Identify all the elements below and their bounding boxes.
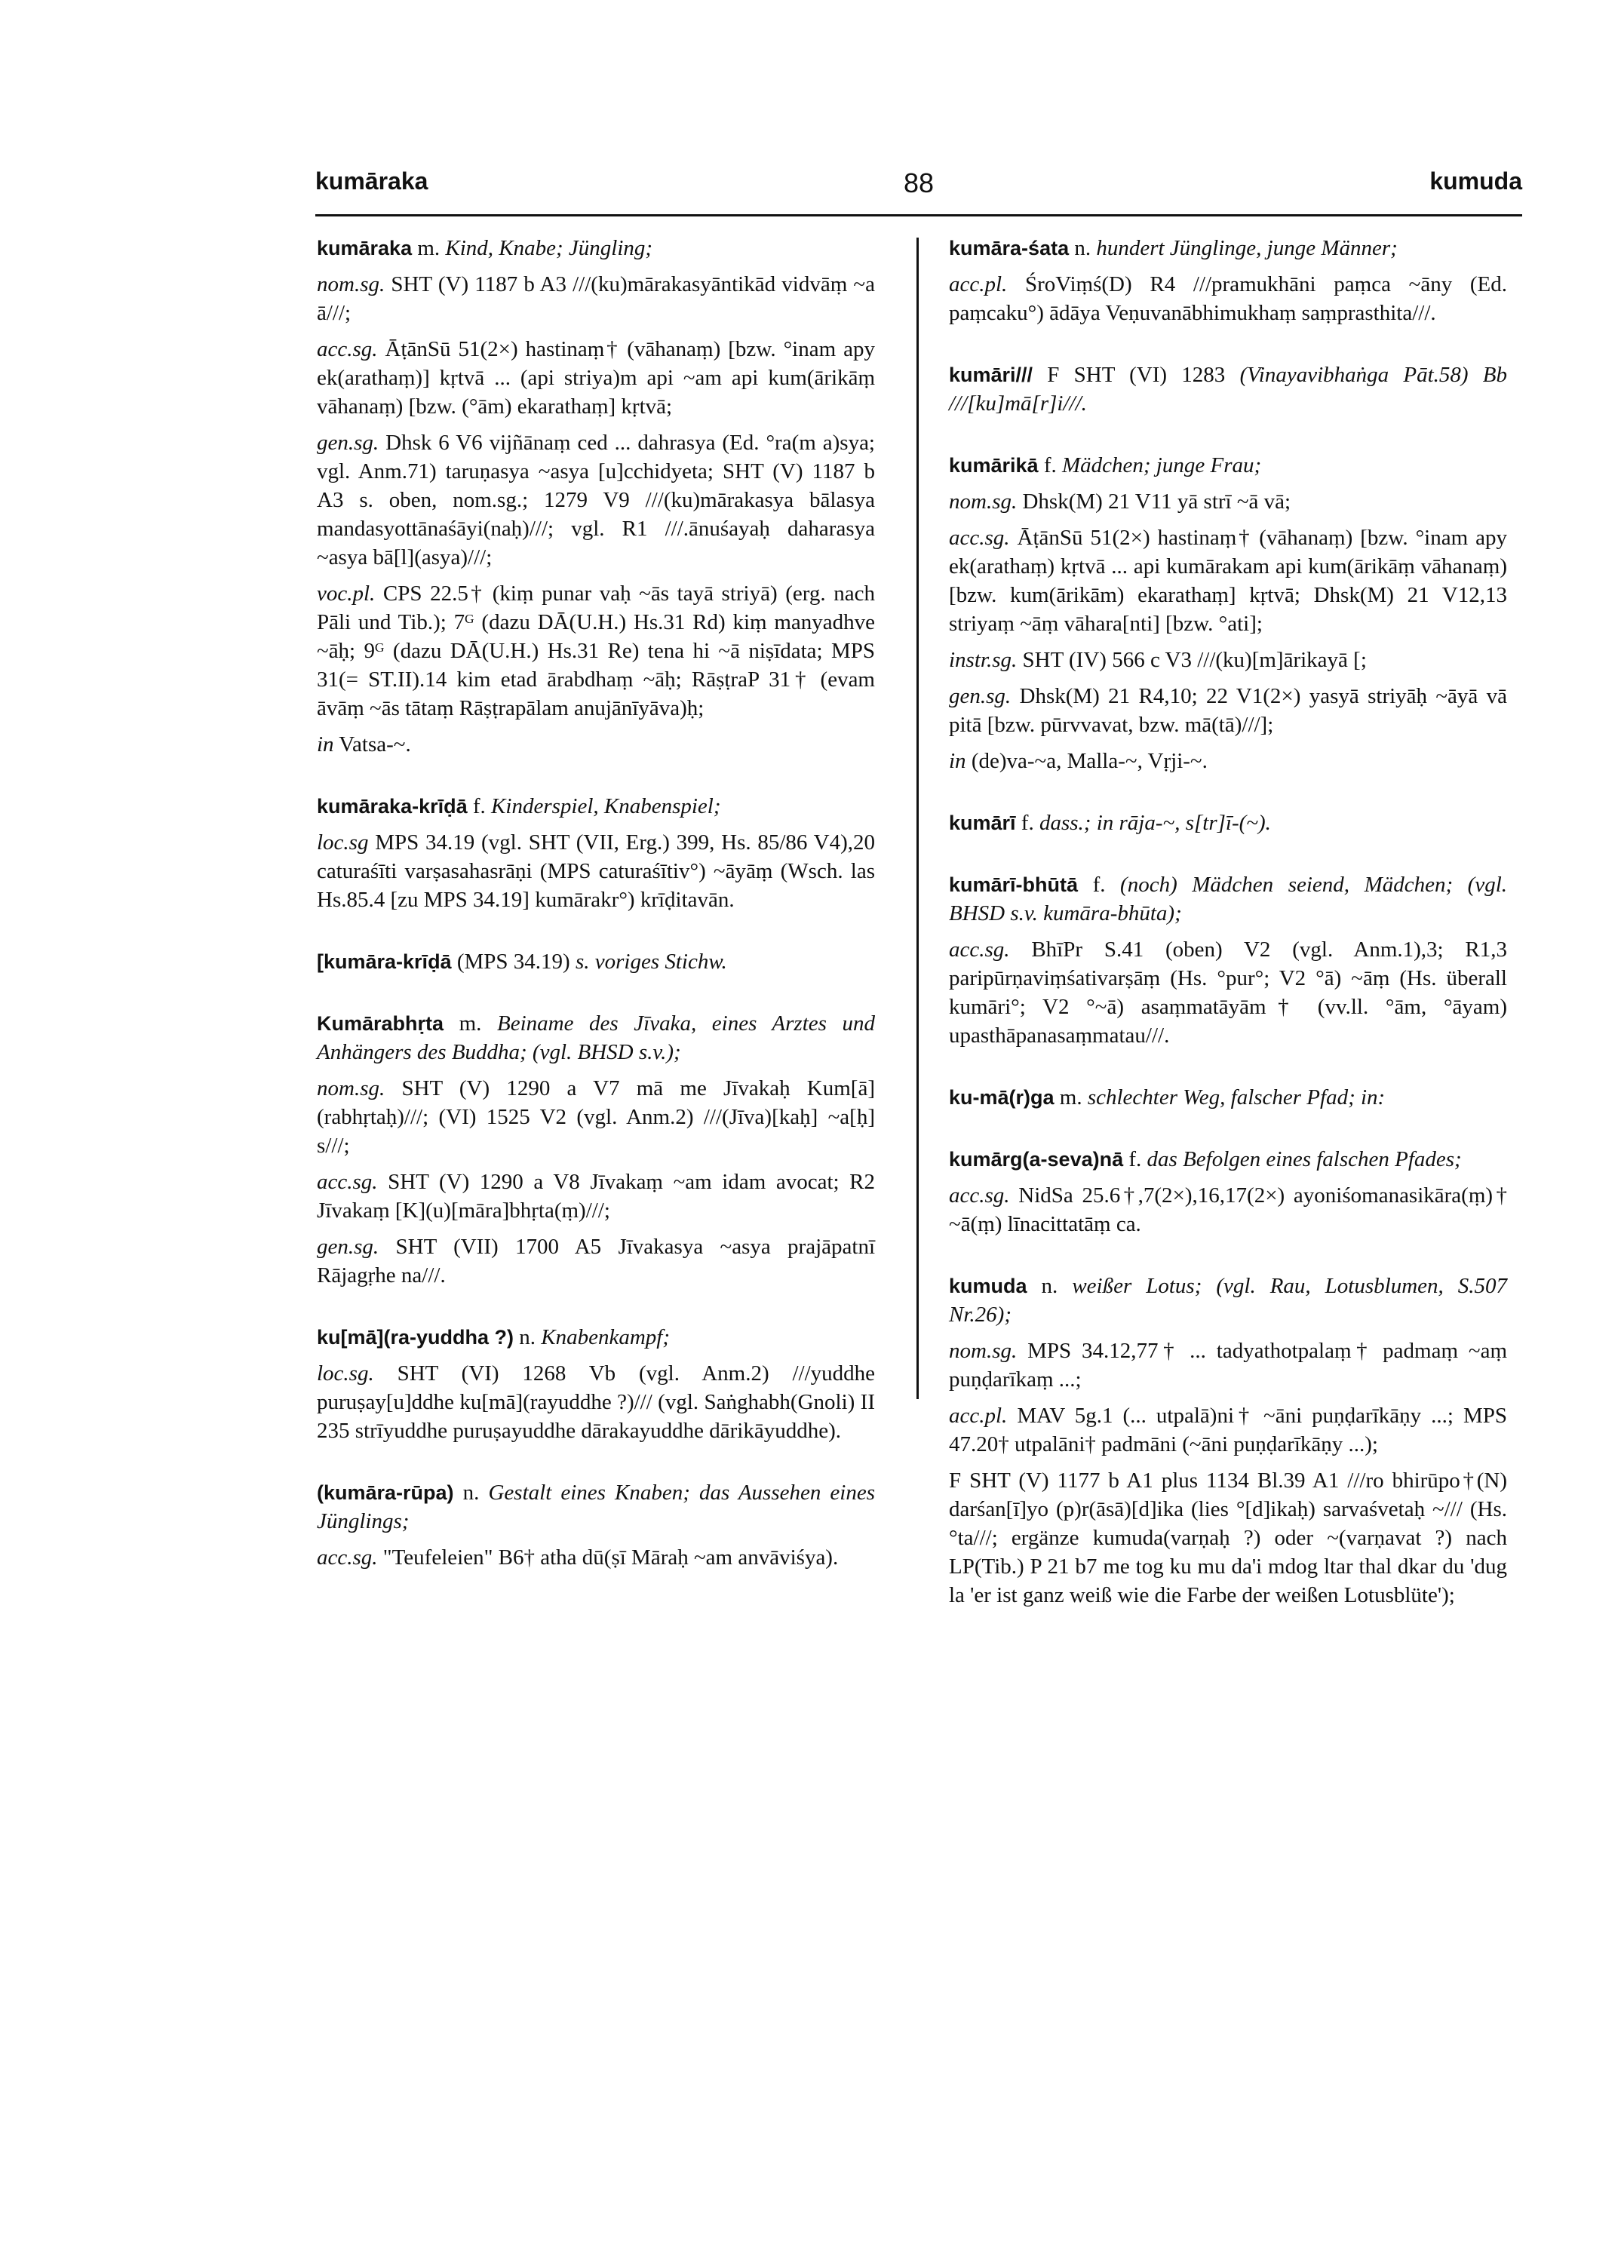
- entry-citation: [949, 523, 1507, 638]
- entry-gloss: Beiname des Jīvaka, eines Arztes und Anhängers des Buddha; (vgl. BHSD s.v.);: [317, 1011, 875, 1064]
- entry-gloss: (noch) Mädchen seiend, Mädchen; (vgl. BHSD s.v. kumāra-bhūta);: [949, 873, 1508, 925]
- entry-citation: [317, 1543, 875, 1572]
- entry-grammar: n.: [1074, 236, 1091, 260]
- entry-gloss: Kinderspiel, Knabenspiel;: [491, 794, 721, 818]
- dictionary-entry: [317, 1478, 875, 1572]
- dictionary-entry: [317, 792, 875, 914]
- entry-gloss: dass.; in rāja-~, s[tr]ī-(~).: [1039, 811, 1271, 835]
- entry-heading: [949, 451, 1507, 480]
- entry-citation: [317, 1232, 875, 1290]
- left-column: [317, 234, 875, 1605]
- citation-text: MPS 34.12,77† ... tadyathotpalaṃ† padmaṃ ~aṃ puṇḍarīkaṃ ...;: [949, 1339, 1507, 1392]
- entry-citation: [317, 335, 875, 421]
- entry-headword: kumārī-bhūtā: [949, 873, 1079, 896]
- header-right-keyword: kumuda: [1429, 167, 1522, 195]
- citation-case: acc.sg.: [949, 526, 1010, 550]
- citation-text: ĀṭānSū 51(2×) hastinaṃ† (vāhanaṃ) [bzw. °inam apy ek(arathaṃ) kṛtvā ... api kumārakam api kum(ārikāṃ vāhanaṃ) [bzw. kum(ārikām) ekarathaṃ] kṛtvā; Dhsk(M) 21 V12,13 striyaṃ ~āṃ vāhara[nti] [bzw. °ati];: [949, 526, 1507, 636]
- citation-case: gen.sg.: [949, 684, 1012, 708]
- entry-citation: [949, 646, 1507, 674]
- citation-case: voc.pl.: [317, 582, 376, 606]
- entry-grammar: n.: [462, 1481, 480, 1505]
- entry-gloss: Gestalt eines Knaben; das Aussehen eines Jünglings;: [317, 1481, 876, 1533]
- entry-headword: kumārg(a-seva)nā: [949, 1148, 1124, 1171]
- citation-case: gen.sg.: [317, 431, 379, 455]
- entry-citation: [317, 828, 875, 914]
- entry-headword: kumāraka: [317, 237, 413, 259]
- citation-text: (de)va-~a, Malla-~, Vṛji-~.: [971, 749, 1208, 773]
- entry-headword: (kumāra-rūpa): [317, 1481, 454, 1504]
- entry-gloss: s. voriges Stichw.: [575, 950, 727, 974]
- dictionary-entry: [949, 870, 1507, 1050]
- entry-citation: [317, 1074, 875, 1160]
- header-rule: [315, 214, 1522, 216]
- citation-case: nom.sg.: [949, 490, 1018, 514]
- citation-case: acc.pl.: [949, 272, 1008, 296]
- entry-grammar: m.: [1059, 1085, 1082, 1109]
- citation-case: acc.pl.: [949, 1404, 1008, 1428]
- entry-citation: [949, 747, 1507, 775]
- citation-text: SHT (IV) 566 c V3 ///(ku)[m]ārikayā [;: [1022, 648, 1367, 672]
- citation-text: ŚroViṃś(D) R4 ///pramukhāni paṃca ~āny (Ed. paṃcaku°) ādāya Veṇuvanābhimukhaṃ saṃprasthita///.: [949, 272, 1508, 325]
- entry-citation: [949, 270, 1507, 327]
- dictionary-entry: [317, 234, 875, 759]
- entry-headword: kumāra-śata: [949, 237, 1070, 259]
- entry-gloss: hundert Jünglinge, junge Männer;: [1096, 236, 1398, 260]
- entry-heading: [317, 234, 875, 262]
- entry-heading: [317, 792, 875, 821]
- entry-grammar: F SHT (VI) 1283: [1047, 363, 1226, 387]
- entry-grammar: f.: [1092, 873, 1106, 897]
- entry-headword: kumāraka-krīḍā: [317, 795, 468, 818]
- entry-headword: kumārī: [949, 812, 1016, 834]
- dictionary-entry: [949, 1145, 1507, 1238]
- entry-grammar: f.: [1021, 811, 1034, 835]
- citation-case: acc.sg.: [317, 337, 378, 361]
- citation-text: MAV 5g.1 (... utpalā)ni† ~āni puṇḍarīkāṇy ...; MPS 47.20† utpalāni† padmāni (~āni puṇḍarīkāṇy ...);: [949, 1404, 1507, 1456]
- entry-gloss: Kind, Knabe; Jüngling;: [445, 236, 653, 260]
- citation-case: nom.sg.: [317, 1076, 385, 1100]
- dictionary-entry: [949, 809, 1507, 837]
- entry-citation: [949, 935, 1507, 1050]
- entry-citation: [317, 270, 875, 327]
- citation-case: loc.sg: [317, 830, 369, 855]
- citation-case: loc.sg.: [317, 1361, 374, 1386]
- entry-citation: [317, 428, 875, 572]
- citation-text: MPS 34.19 (vgl. SHT (VII, Erg.) 399, Hs. 85/86 V4),20 caturaśīti varṣasahasrāṇi (MPS caturaśītiv°) ~āyāṃ (Wsch. las Hs.85.4 [zu MPS 34.19] kumārakr°) krīḍitavān.: [317, 830, 875, 912]
- entry-citation: [949, 487, 1507, 516]
- citation-text: SHT (V) 1290 a V7 mā me Jīvakaḥ Kum[ā](rabhṛtaḥ)///; (VI) 1525 V2 (vgl. Anm.2) ///(Jīva)[kaḥ] ~a[ḥ] s///;: [317, 1076, 875, 1158]
- citation-text: SHT (V) 1290 a V8 Jīvakaṃ ~am idam avocat; R2 Jīvakaṃ [K](u)[māra]bhṛta(ṃ)///;: [317, 1170, 875, 1223]
- entry-citation: [317, 730, 875, 759]
- citation-text: Dhsk(M) 21 V11 yā strī ~ā vā;: [1022, 490, 1291, 514]
- entry-grammar: m.: [417, 236, 441, 260]
- citation-case: acc.sg.: [949, 1183, 1010, 1208]
- entry-headword: kumuda: [949, 1275, 1027, 1297]
- entry-heading: [317, 1478, 875, 1536]
- entry-gloss: weißer Lotus; (vgl. Rau, Lotusblumen, S.507 Nr.26);: [949, 1274, 1508, 1327]
- citation-text: Vatsa-~.: [339, 732, 411, 757]
- citation-text: SHT (V) 1187 b A3 ///(ku)mārakasyāntikād vidvāṃ ~a ā///;: [317, 272, 875, 325]
- citation-case: instr.sg.: [949, 648, 1018, 672]
- citation-text: NidSa 25.6†,7(2×),16,17(2×) ayoniśomanasikāra(ṃ)† ~ā(ṃ) līnacittatāṃ ca.: [949, 1183, 1508, 1236]
- entry-heading: [949, 1083, 1507, 1112]
- citation-case: nom.sg.: [949, 1339, 1018, 1363]
- entry-citation: [949, 1401, 1507, 1459]
- entry-heading: [317, 947, 875, 976]
- entry-citation: [949, 1181, 1507, 1238]
- citation-case: in: [949, 749, 966, 773]
- citation-case: acc.sg.: [949, 938, 1010, 962]
- entry-heading: [949, 870, 1507, 928]
- entry-gloss: Mädchen; junge Frau;: [1062, 453, 1262, 477]
- entry-heading: [949, 361, 1507, 418]
- right-column: [949, 234, 1507, 1643]
- entry-citation: [317, 1168, 875, 1225]
- entry-headword: [kumāra-krīḍā: [317, 950, 452, 973]
- entry-heading: [949, 1272, 1507, 1329]
- dictionary-entry: [949, 1083, 1507, 1112]
- entry-grammar: f.: [1128, 1147, 1142, 1171]
- page-number: 88: [903, 167, 935, 198]
- citation-text: Dhsk(M) 21 R4,10; 22 V1(2×) yasyā striyāḥ ~āyā vā pitā [bzw. pūrvvavat, bzw. mā(tā)///];: [949, 684, 1507, 737]
- entry-grammar: f.: [1043, 453, 1057, 477]
- entry-headword: kumārikā: [949, 454, 1039, 477]
- entry-grammar: m.: [459, 1011, 482, 1036]
- entry-headword: ku-mā(r)ga: [949, 1086, 1055, 1109]
- dictionary-entry: [317, 947, 875, 976]
- entry-grammar: (MPS 34.19): [456, 950, 570, 974]
- entry-grammar: f.: [472, 794, 486, 818]
- citation-case: acc.sg.: [317, 1545, 378, 1570]
- citation-text: SHT (VI) 1268 Vb (vgl. Anm.2) ///yuddhe puruṣay[u]ddhe ku[mā](rayuddhe ?)/// (vgl. Saṅghabh(Gnoli) II 235 strīyuddhe puruṣayuddhe dārakayuddhe dārikāyuddhe).: [317, 1361, 875, 1443]
- citation-text: "Teufeleien" B6† atha dū(ṣī Māraḥ ~am anvāviśya).: [382, 1545, 839, 1570]
- citation-case: gen.sg.: [317, 1235, 379, 1259]
- entry-gloss: (Vinayavibhaṅga Pāt.58) Bb ///[ku]mā[r]i///.: [949, 363, 1508, 416]
- entry-gloss: schlechter Weg, falscher Pfad; in:: [1087, 1085, 1386, 1109]
- entry-gloss: das Befolgen eines falschen Pfades;: [1147, 1147, 1462, 1171]
- entry-heading: [317, 1009, 875, 1066]
- entry-gloss: Knabenkampf;: [541, 1325, 671, 1349]
- entry-citation: [949, 682, 1507, 739]
- entry-heading: [949, 234, 1507, 262]
- entry-headword: kumāri///: [949, 364, 1033, 386]
- page-header: [315, 167, 1522, 213]
- header-left-keyword: kumāraka: [315, 167, 428, 195]
- dictionary-entry: [949, 1272, 1507, 1610]
- dictionary-entry: [317, 1323, 875, 1445]
- column-divider: [916, 238, 919, 1399]
- entry-grammar: n.: [519, 1325, 536, 1349]
- entry-grammar: n.: [1041, 1274, 1058, 1298]
- entry-heading: [317, 1323, 875, 1352]
- dictionary-entry: [949, 451, 1507, 775]
- entry-headword: ku[mā](ra-yuddha ?): [317, 1326, 514, 1349]
- entry-citation: [949, 1466, 1507, 1610]
- entry-heading: [949, 1145, 1507, 1174]
- citation-text: BhīPr S.41 (oben) V2 (vgl. Anm.1),3; R1,3 paripūrṇaviṃśativarṣāṃ (Hs. °pur°; V2 °ā) ~āṃ (Hs. überall kumāri°; V2 °~ā) asaṃmatāyām† (vv.ll. °ām, °āyam) upasthāpanasaṃmatau///.: [949, 938, 1508, 1048]
- citation-text: F SHT (V) 1177 b A1 plus 1134 Bl.39 A1 ///ro bhirūpo†(N) darśan[ī]yo (p)r(āsā)[d]ika (lies °[d]ikaḥ) sarvaśvetaḥ ~/// (Hs. °ta///; ergänze kumuda(varṇaḥ ?) oder ~(varṇavat ?) nach LP(Tib.) P 21 b7 me tog ku mu da'i mdog ltar thal dkar du 'dug la 'er ist ganz weiß wie die Farbe der weißen Lotusblüte');: [949, 1469, 1507, 1607]
- entry-headword: Kumārabhṛta: [317, 1012, 444, 1035]
- dictionary-entry: [317, 1009, 875, 1290]
- citation-text: SHT (VII) 1700 A5 Jīvakasya ~asya prajāpatnī Rājagṛhe na///.: [317, 1235, 875, 1287]
- citation-case: acc.sg.: [317, 1170, 378, 1194]
- entry-heading: [949, 809, 1507, 837]
- dictionary-entry: [949, 234, 1507, 327]
- citation-text: CPS 22.5† (kiṃ punar vaḥ ~ās tayā striyā) (erg. nach Pāli und Tib.); 7ᴳ (dazu DĀ(U.H.) Hs.31 Rd) kiṃ manyadhve ~āḥ; 9ᴳ (dazu DĀ(U.H.) Hs.31 Re) tena hi ~ā niṣīdata; MPS 31(= ST.II).14 kim etad ārabdhaṃ ~āḥ; RāṣṭraP 31† (evam āvāṃ ~ās tātaṃ Rāṣṭrapālam anujānīyāva)ḥ;: [317, 582, 875, 720]
- entry-citation: [317, 1359, 875, 1445]
- citation-case: in: [317, 732, 334, 757]
- dictionary-entry: [949, 361, 1507, 418]
- entry-citation: [949, 1337, 1507, 1394]
- citation-text: Dhsk 6 V6 vijñānaṃ ced ... dahrasya (Ed. °ra(m a)sya; vgl. Anm.71) taruṇasya ~asya [u]cchidyeta; SHT (V) 1187 b A3 s. oben, nom.sg.; 1279 V9 ///(ku)mārakasya bālasya mandasyottānaśāyi(naḥ)///; vgl. R1 ///.ānuśayaḥ daharasya ~asya bā[l](asya)///;: [317, 431, 875, 569]
- citation-text: ĀṭānSū 51(2×) hastinaṃ† (vāhanaṃ) [bzw. °inam apy ek(arathaṃ)] kṛtvā ... (api striya)m api ~am api kum(ārikāṃ vāhanaṃ) [bzw. (°ām) ekarathaṃ] kṛtvā;: [317, 337, 875, 419]
- entry-citation: [317, 579, 875, 723]
- citation-case: nom.sg.: [317, 272, 385, 296]
